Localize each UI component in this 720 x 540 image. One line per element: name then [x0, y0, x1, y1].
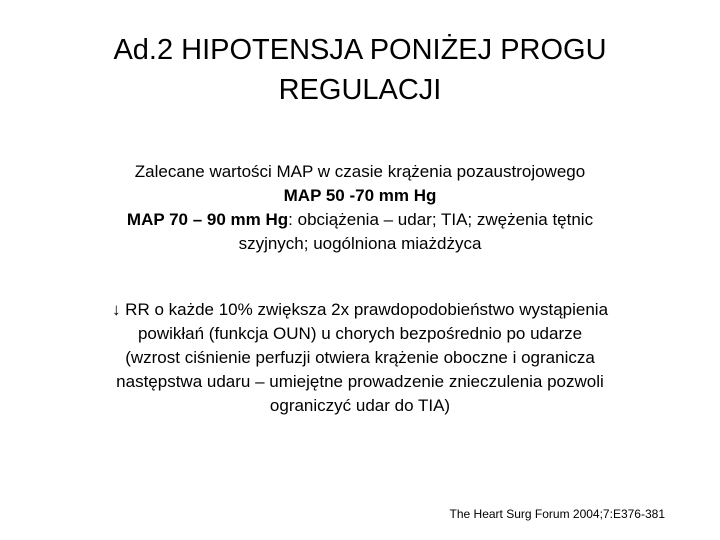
map-range-secondary-desc-cont: szyjnych; uogólniona miażdżyca: [238, 234, 482, 253]
rr-note-line-2: powikłań (funkcja OUN) u chorych bezpośrednio po udarze: [137, 324, 583, 343]
map-recommendations: [40, 160, 680, 256]
rr-note: [40, 298, 680, 418]
map-range-primary: MAP 50 -70 mm Hg: [283, 186, 437, 205]
rr-note-line-3: (wzrost ciśnienie perfuzji otwiera krążenie oboczne i ogranicza: [125, 348, 595, 367]
map-range-secondary: [40, 208, 680, 232]
rr-note-line-1: ↓ RR o każde 10% zwiększa 2x prawdopodobieństwo wystąpienia: [111, 300, 609, 319]
map-intro-text: Zalecane wartości MAP w czasie krążenia pozaustrojowego: [134, 162, 586, 181]
map-range-secondary-desc: : obciążenia – udar; TIA; zwężenia tętnic: [288, 210, 594, 229]
slide-title: [40, 30, 680, 110]
rr-note-line-5: ograniczyć udar do TIA): [269, 396, 451, 415]
citation: The Heart Surg Forum 2004;7:E376-381: [449, 507, 665, 521]
rr-note-line-4: następstwa udaru – umiejętne prowadzenie znieczulenia pozwoli: [116, 372, 604, 391]
slide-title-line-1: Ad.2 HIPOTENSJA PONIŻEJ PROGU: [113, 34, 607, 66]
slide-title-line-2: REGULACJI: [278, 74, 442, 106]
map-range-secondary-value: MAP 70 – 90 mm Hg: [126, 210, 289, 229]
